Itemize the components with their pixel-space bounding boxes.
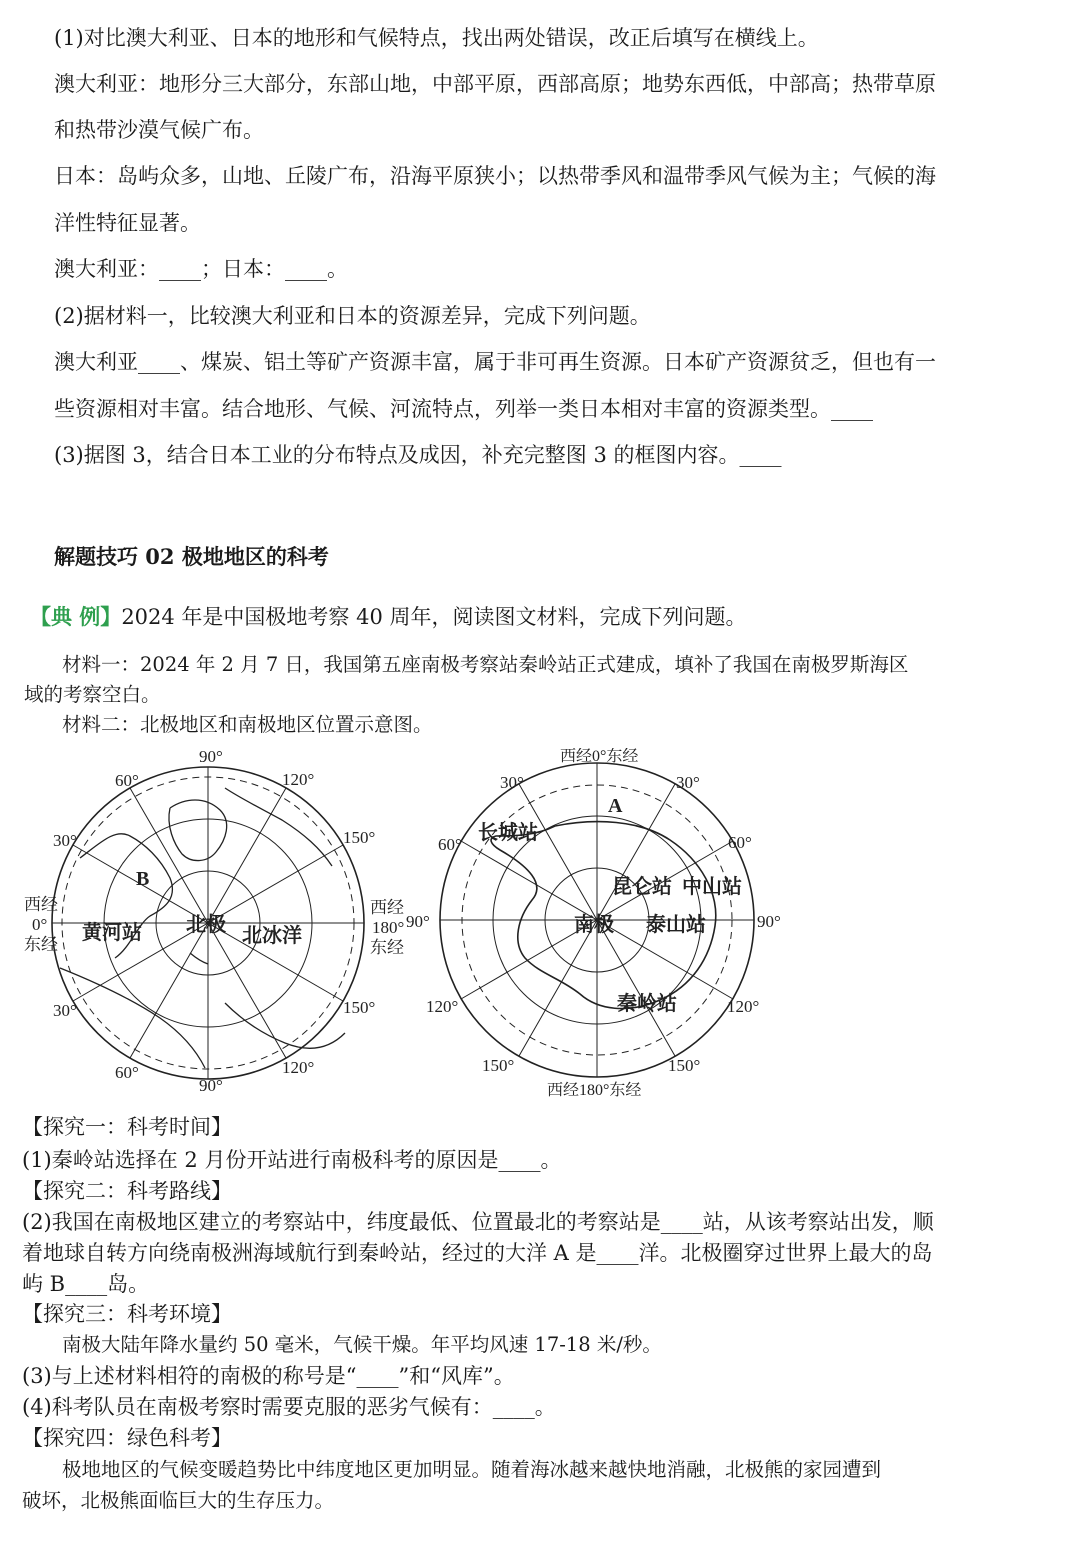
antarctic-place-great-wall-station: 长城站	[478, 822, 538, 844]
arctic-label-60-top: 60°	[115, 771, 139, 790]
arctic-label-180: 180°	[372, 918, 405, 937]
antarctic-label-150-left: 150°	[482, 1056, 515, 1075]
task-1-heading: 【探究一：科考时间】	[22, 1115, 232, 1139]
example-tag: 【典 例】	[30, 604, 122, 629]
arctic-label-150-bottom: 150°	[343, 998, 376, 1017]
antarctic-label-90-left: 90°	[406, 912, 430, 931]
section-title: 解题技巧 02 极地地区的科考	[54, 544, 329, 569]
arctic-place-b: B	[136, 868, 150, 890]
arctic-label-90-bottom: 90°	[199, 1076, 223, 1095]
antarctic-label-60-left: 60°	[438, 835, 462, 854]
antarctic-label-90-right: 90°	[757, 912, 781, 931]
antarctic-label-30-right: 30°	[676, 773, 700, 792]
arctic-label-120-top: 120°	[282, 770, 315, 789]
arctic-label-west-left: 西经	[24, 895, 58, 914]
question-2-line-1: 澳大利亚____、煤炭、铝土等矿产资源丰富，属于非可再生资源。日本矿产资源贫乏，但也有一	[54, 350, 936, 374]
task-4-heading: 【探究四：绿色科考】	[22, 1426, 232, 1450]
antarctic-place-zhongshan-station: 中山站	[682, 876, 742, 898]
arctic-label-150-top: 150°	[343, 828, 376, 847]
example-text: 2024 年是中国极地考察 40 周年，阅读图文材料，完成下列问题。	[121, 605, 747, 629]
antarctic-place-kunlun-station: 昆仑站	[612, 876, 672, 898]
question-1: (1)对比澳大利亚、日本的地形和气候特点，找出两处错误，改正后填写在横线上。	[54, 26, 819, 50]
antarctic-label-120-left: 120°	[426, 997, 459, 1016]
task-2-question-line-1: (2)我国在南极地区建立的考察站中，纬度最低、位置最北的考察站是____站，从该考察站出发，顺	[22, 1210, 934, 1234]
question-3: (3)据图 3，结合日本工业的分布特点及成因，补充完整图 3 的框图内容。____	[54, 443, 782, 467]
arctic-label-90-top: 90°	[199, 748, 223, 766]
arctic-label-east-left: 东经	[24, 935, 58, 954]
australia-statement-line-2: 和热带沙漠气候广布。	[54, 118, 264, 142]
arctic-label-30-top: 30°	[53, 831, 77, 850]
material-1-line-2: 域的考察空白。	[24, 683, 161, 706]
arctic-labels	[24, 748, 404, 1095]
japan-statement-line-1: 日本：岛屿众多，山地、丘陵广布，沿海平原狭小；以热带季风和温带季风气候为主；气候的海	[54, 164, 936, 188]
arctic-label-west-right: 西经	[370, 898, 404, 917]
arctic-place-arctic-ocean: 北冰洋	[242, 925, 302, 947]
antarctic-label-180-bottom: 西经180°东经	[547, 1082, 642, 1098]
task-3-question-3: (3)与上述材料相符的南极的称号是“____”和“风库”。	[22, 1364, 515, 1388]
antarctic-place-a: A	[608, 795, 623, 817]
antarctic-label-0-top: 西经0°东经	[560, 748, 639, 765]
arctic-label-120-bottom: 120°	[282, 1058, 315, 1077]
arctic-label-30-bottom: 30°	[53, 1001, 77, 1020]
polar-maps	[20, 748, 790, 1102]
task-3-question-4: (4)科考队员在南极考察时需要克服的恶劣气候有：____。	[22, 1395, 556, 1419]
antarctic-label-30-left: 30°	[500, 773, 524, 792]
task-4-material-line-1: 极地地区的气候变暖趋势比中纬度地区更加明显。随着海冰越来越快地消融，北极熊的家园遭到	[62, 1458, 882, 1481]
question-2: (2)据材料一，比较澳大利亚和日本的资源差异，完成下列问题。	[54, 304, 651, 328]
material-2: 材料二：北极地区和南极地区位置示意图。	[62, 713, 433, 736]
antarctic-place-taishan-station: 泰山站	[646, 914, 706, 936]
antarctic-label-60-right: 60°	[728, 833, 752, 852]
arctic-label-60-bottom: 60°	[115, 1063, 139, 1082]
arctic-label-0: 0°	[32, 915, 48, 934]
antarctic-place-qinling-station: 秦岭站	[617, 993, 677, 1015]
fill-blank-1: 澳大利亚：____；日本：____。	[54, 257, 348, 281]
arctic-label-east-right: 东经	[370, 938, 404, 957]
arctic-place-north-pole: 北极	[186, 914, 226, 936]
australia-statement-line-1: 澳大利亚：地形分三大部分，东部山地，中部平原，西部高原；地势东西低，中部高；热带草原	[54, 72, 936, 96]
material-1-line-1: 材料一：2024 年 2 月 7 日，我国第五座南极考察站秦岭站正式建成，填补了我国在南极罗斯海区	[62, 653, 909, 676]
task-1-question: (1)秦岭站选择在 2 月份开站进行南极科考的原因是____。	[22, 1148, 562, 1172]
task-2-question-line-3: 屿 B____岛。	[22, 1272, 150, 1296]
task-4-material-line-2: 破坏，北极熊面临巨大的生存压力。	[22, 1489, 335, 1512]
japan-statement-line-2: 洋性特征显著。	[54, 211, 201, 235]
polar-maps-figure	[20, 748, 790, 1098]
question-2-line-2: 些资源相对丰富。结合地形、气候、河流特点，列举一类日本相对丰富的资源类型。____	[54, 397, 873, 421]
antarctic-label-150-right: 150°	[668, 1056, 701, 1075]
antarctic-place-south-pole: 南极	[574, 914, 614, 936]
task-3-heading: 【探究三：科考环境】	[22, 1302, 232, 1326]
example-line	[30, 603, 747, 631]
antarctic-label-120-right: 120°	[727, 997, 760, 1016]
arctic-place-huanghe-station: 黄河站	[82, 922, 142, 944]
task-2-heading: 【探究二：科考路线】	[22, 1179, 232, 1203]
task-2-question-line-2: 着地球自转方向绕南极洲海域航行到秦岭站，经过的大洋 A 是____洋。北极圈穿过世界上最大的岛	[22, 1241, 933, 1265]
task-3-material: 南极大陆年降水量约 50 毫米，气候干燥。年平均风速 17-18 米/秒。	[62, 1333, 662, 1356]
